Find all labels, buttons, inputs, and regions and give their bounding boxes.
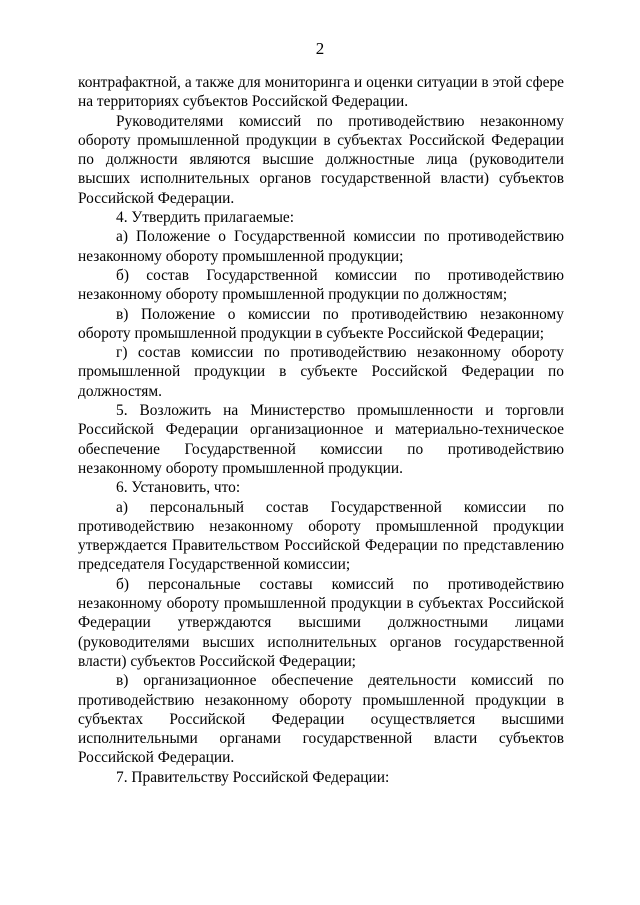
document-body xyxy=(78,73,564,787)
page-number: 2 xyxy=(315,39,325,58)
paragraph-item-6b: б) персональные составы комиссий по противодействию незаконному обороту промышленной продукции в субъектах Российской Федерации утверждаются высшими должностными лицами (руководителями высших исполнительных органов государственной власти) субъектов Российской Федерации; xyxy=(78,575,564,670)
paragraph-item-5: 5. Возложить на Министерство промышленности и торговли Российской Федерации организационное и материально-техническое обеспечение Государственной комиссии по противодействию незаконному обороту промышленной продукции. xyxy=(78,402,564,477)
paragraph-continuation: контрафактной, а также для мониторинга и оценки ситуации в этой сфере на территориях субъектов Российской Федерации. xyxy=(78,74,564,111)
paragraph-item-4g: г) состав комиссии по противодействию незаконному обороту промышленной продукции в субъекте Российской Федерации по должностям. xyxy=(78,344,564,400)
paragraph-commission-heads: Руководителями комиссий по противодействию незаконному обороту промышленной продукции в субъектах Российской Федерации по должности являются высшие должностные лица (руководители высших исполнительных органов государственной власти) субъектов Российской Федерации. xyxy=(78,112,564,207)
paragraph-item-4a: а) Положение о Государственной комиссии по противодействию незаконному обороту промышленной продукции; xyxy=(78,228,564,265)
paragraph-item-4b: б) состав Государственной комиссии по противодействию незаконному обороту промышленной продукции по должностям; xyxy=(78,266,564,304)
paragraph-item-6v: в) организационное обеспечение деятельности комиссий по противодействию незаконному обороту промышленной продукции в субъектах Российской Федерации осуществляется высшими исполнительными органами государственной власти субъектов Российской Федерации. xyxy=(78,672,564,767)
paragraph-item-6a: а) персональный состав Государственной комиссии по противодействию незаконному обороту промышленной продукции утверждается Правительством Российской Федерации по представлению председателя Государственной комиссии; xyxy=(78,498,564,574)
paragraph-item-7: 7. Правительству Российской Федерации: xyxy=(116,768,390,786)
paragraph-item-6: 6. Установить, что: xyxy=(116,479,241,497)
paragraph-item-4: 4. Утвердить прилагаемые: xyxy=(116,209,295,227)
paragraph-item-4v: в) Положение о комиссии по противодействию незаконному обороту промышленной продукции в субъекте Российской Федерации; xyxy=(78,305,564,342)
